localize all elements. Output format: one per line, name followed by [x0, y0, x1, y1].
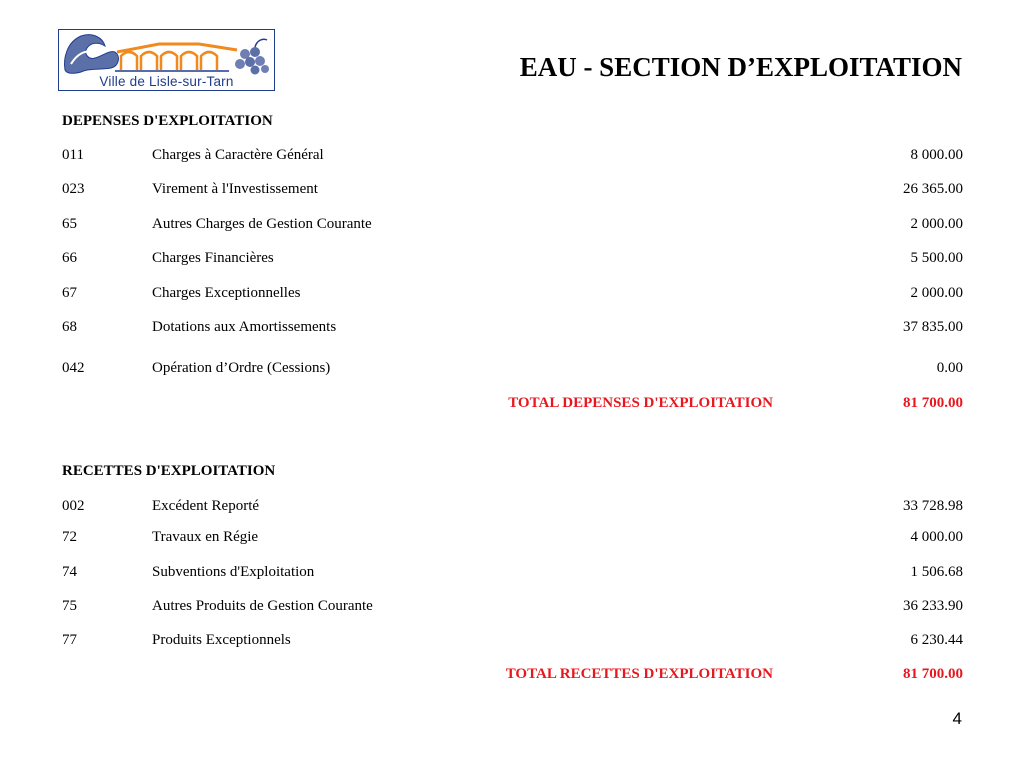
row-code: 65 — [62, 216, 77, 232]
row-amount: 5 500.00 — [910, 250, 963, 266]
row-label: Autres Charges de Gestion Courante — [152, 216, 372, 232]
row-code: 75 — [62, 598, 77, 614]
total-amount: 81 700.00 — [903, 395, 963, 411]
table-row — [0, 250, 1024, 270]
table-row — [0, 181, 1024, 201]
row-label: Charges Exceptionnelles — [152, 285, 301, 301]
table-row — [0, 147, 1024, 167]
row-code: 72 — [62, 529, 77, 545]
row-label: Produits Exceptionnels — [152, 632, 291, 648]
town-logo — [58, 29, 275, 91]
row-code: 042 — [62, 360, 85, 376]
logo-text: Ville de Lisle-sur-Tarn — [99, 74, 234, 89]
row-amount: 1 506.68 — [910, 564, 963, 580]
total-amount: 81 700.00 — [903, 666, 963, 682]
row-code: 74 — [62, 564, 77, 580]
table-row — [0, 498, 1024, 518]
row-amount: 6 230.44 — [910, 632, 963, 648]
table-row — [0, 319, 1024, 339]
table-row — [0, 529, 1024, 549]
row-amount: 0.00 — [936, 360, 963, 376]
row-label: Travaux en Régie — [152, 529, 259, 545]
row-amount: 8 000.00 — [910, 147, 963, 163]
row-amount: 2 000.00 — [910, 285, 963, 301]
total-label: TOTAL RECETTES D'EXPLOITATION — [505, 666, 773, 682]
total-label: TOTAL DEPENSES D'EXPLOITATION — [508, 395, 773, 411]
page-number: 4 — [952, 709, 962, 728]
row-amount: 2 000.00 — [910, 216, 963, 232]
row-code: 66 — [62, 250, 77, 266]
row-label: Charges à Caractère Général — [152, 147, 324, 163]
depenses-heading: DEPENSES D'EXPLOITATION — [62, 113, 273, 129]
row-amount: 37 835.00 — [903, 319, 963, 335]
recettes-total-row — [0, 666, 1024, 686]
table-row — [0, 285, 1024, 305]
table-row — [0, 216, 1024, 236]
table-row — [0, 632, 1024, 652]
row-code: 002 — [62, 498, 85, 514]
row-code: 023 — [62, 181, 85, 197]
depenses-total-row — [0, 395, 1024, 415]
row-code: 77 — [62, 632, 77, 648]
row-code: 68 — [62, 319, 77, 335]
row-label: Excédent Reporté — [152, 498, 260, 514]
row-label: Charges Financières — [152, 250, 274, 266]
page-title: EAU - SECTION D’EXPLOITATION — [519, 52, 962, 82]
logo-emblem-icon — [59, 30, 273, 76]
row-label: Subventions d'Exploitation — [152, 564, 315, 580]
row-code: 67 — [62, 285, 77, 301]
row-amount: 36 233.90 — [903, 598, 963, 614]
row-amount: 26 365.00 — [903, 181, 963, 197]
recettes-heading: RECETTES D'EXPLOITATION — [62, 463, 276, 479]
table-row — [0, 360, 1024, 380]
row-label: Dotations aux Amortissements — [152, 319, 337, 335]
row-label: Virement à l'Investissement — [152, 181, 318, 197]
table-row — [0, 564, 1024, 584]
table-row — [0, 598, 1024, 618]
row-label: Autres Produits de Gestion Courante — [152, 598, 373, 614]
row-code: 011 — [62, 147, 84, 163]
row-label: Opération d’Ordre (Cessions) — [152, 360, 331, 376]
row-amount: 33 728.98 — [903, 498, 963, 514]
row-amount: 4 000.00 — [910, 529, 963, 545]
